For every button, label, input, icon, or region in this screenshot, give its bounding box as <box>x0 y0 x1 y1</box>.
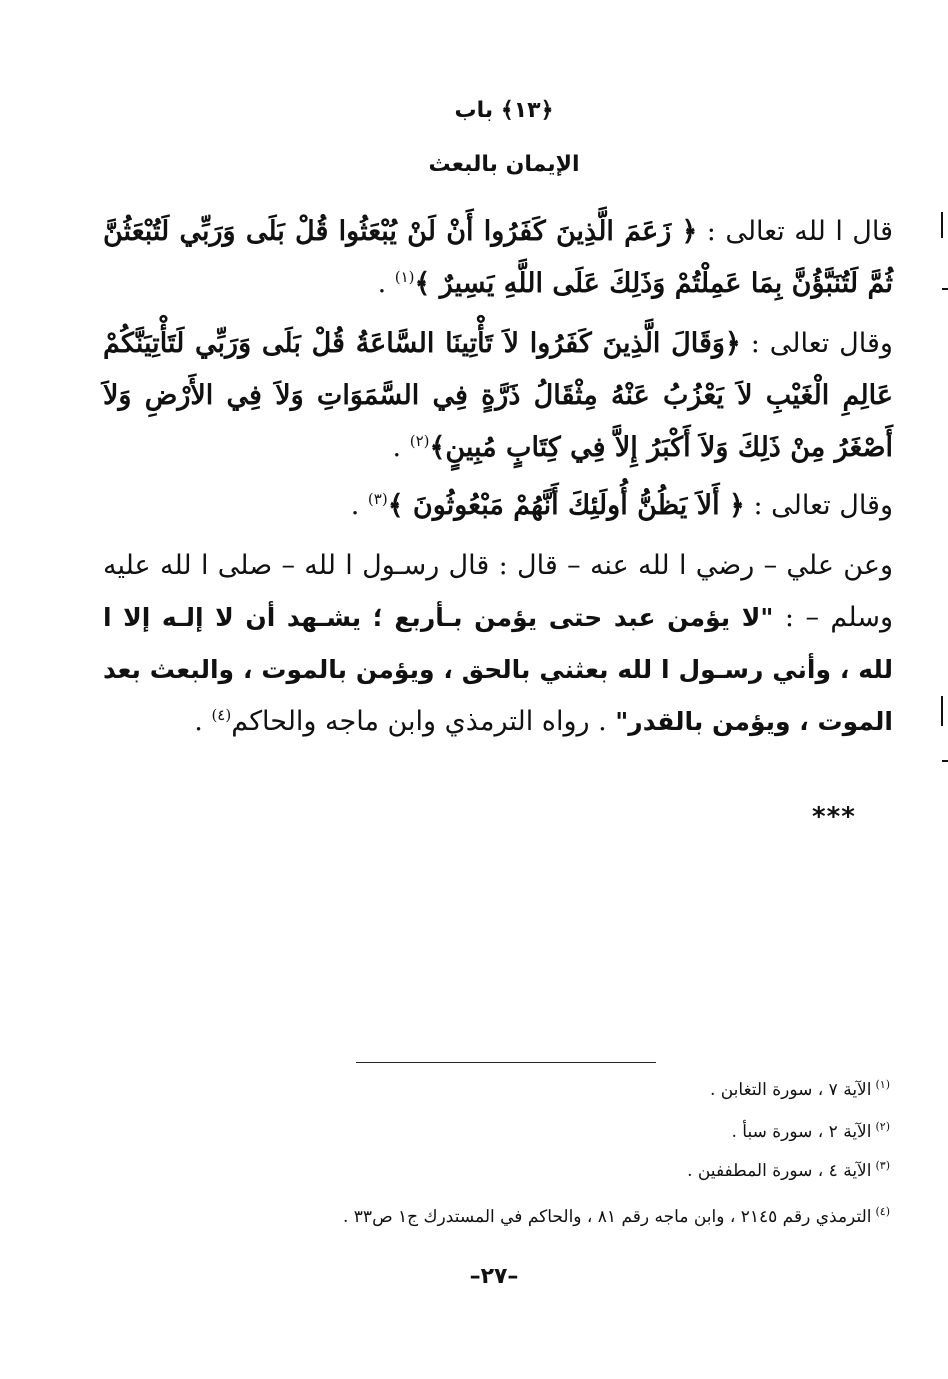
chapter-title: الإيمان بالبعث <box>428 152 580 177</box>
footnote-text: الآية ٤ ، سورة المطففين . <box>687 1161 872 1181</box>
footnote-number: (٢) <box>875 1120 890 1134</box>
scan-edge-mark <box>941 212 943 238</box>
footnote-reference: (١) <box>394 268 415 286</box>
verse-intro: وقال تعالى : <box>753 490 893 521</box>
scan-edge-mark <box>941 696 943 726</box>
chapter-heading: ﴿١٣﴾ باب <box>454 98 554 123</box>
scan-edge-mark <box>942 760 948 762</box>
footnote-text: الترمذي رقم ٢١٤٥ ، وابن ماجه رقم ٨١ ، والحاكم في المستدرك ج١ ص٣٣ . <box>342 1207 872 1227</box>
sentence-end: . <box>377 268 395 299</box>
verse-paragraph-3 <box>103 480 893 532</box>
footnote-text: الآية ٧ ، سورة التغابن . <box>709 1080 872 1100</box>
hadith-paragraph <box>103 540 893 748</box>
footnote-number: (١) <box>875 1078 890 1092</box>
sentence-end: . <box>194 706 212 737</box>
quran-verse: ﴿وَقَالَ الَّذِينَ كَفَرُوا لاَ تَأْتِينَا السَّاعَةُ قُلْ بَلَى وَرَبِّي لَتَأْتِيَنَّكُمْ عَالِمِ الْغَيْبِ لاَ يَعْزُبُ عَنْهُ مِثْقَالُ ذَرَّةٍ فِي السَّمَوَاتِ وَلاَ فِي الأَرْضِ وَلاَ أَصْغَرُ مِنْ ذَلِكَ وَلاَ أَكْبَرُ إِلاَّ فِي كِتَابٍ مُبِينٍ﴾ <box>103 328 893 463</box>
hadith-source: . رواه الترمذي وابن ماجه والحاكم <box>231 706 616 737</box>
quran-verse: ﴿ زَعَمَ الَّذِينَ كَفَرُوا أَنْ لَنْ يُبْعَثُوا قُلْ بَلَى وَرَبِّي لَتُبْعَثُنَّ ثُمَّ لَتُنَبَّؤُنَّ بِمَا عَمِلْتُمْ وَذَلِكَ عَلَى اللَّهِ يَسِيرٌ ﴾ <box>103 216 893 299</box>
verse-intro: وقال تعالى : <box>750 328 893 359</box>
footnote-reference: (٢) <box>409 432 430 450</box>
footnote-3 <box>190 1158 890 1184</box>
verse-paragraph-2 <box>103 318 893 474</box>
scan-edge-mark <box>942 288 948 290</box>
verse-paragraph-1 <box>103 206 893 310</box>
footnote-4 <box>190 1204 890 1230</box>
footnote-number: (٤) <box>875 1205 890 1219</box>
verse-intro: قال ا لله تعالى : <box>706 216 893 247</box>
footnote-1 <box>190 1077 890 1103</box>
sentence-end: . <box>392 432 410 463</box>
page-number: –٢٧– <box>469 1264 519 1289</box>
sentence-end: . <box>350 490 368 521</box>
footnote-number: (٣) <box>875 1159 890 1173</box>
hadith-intro: وعن علي – رضي ا لله عنه – قال : قال رسـول ا لله – صلى ا لله عليه وسلم – : <box>103 550 893 633</box>
footnote-reference: (٣) <box>367 490 388 508</box>
footnote-divider <box>356 1062 656 1063</box>
footnote-2 <box>190 1119 890 1145</box>
section-separator: *** <box>812 802 856 832</box>
quran-verse: ﴿ أَلاَ يَظُنُّ أُولَئِكَ أَنَّهُمْ مَبْعُوثُونَ ﴾ <box>387 490 745 521</box>
hadith-text: "لا يؤمن عبد حتى يؤمن بـأربع ؛ يشـهد أن لا إلـه إلا ا لله ، وأني رسـول ا لله بعثني بالحق ، ويؤمن بالموت ، والبعث بعد الموت ، ويؤمن بالقدر" <box>103 603 893 736</box>
footnote-reference: (٤) <box>211 706 232 724</box>
footnote-text: الآية ٢ ، سورة سبأ . <box>731 1122 872 1142</box>
